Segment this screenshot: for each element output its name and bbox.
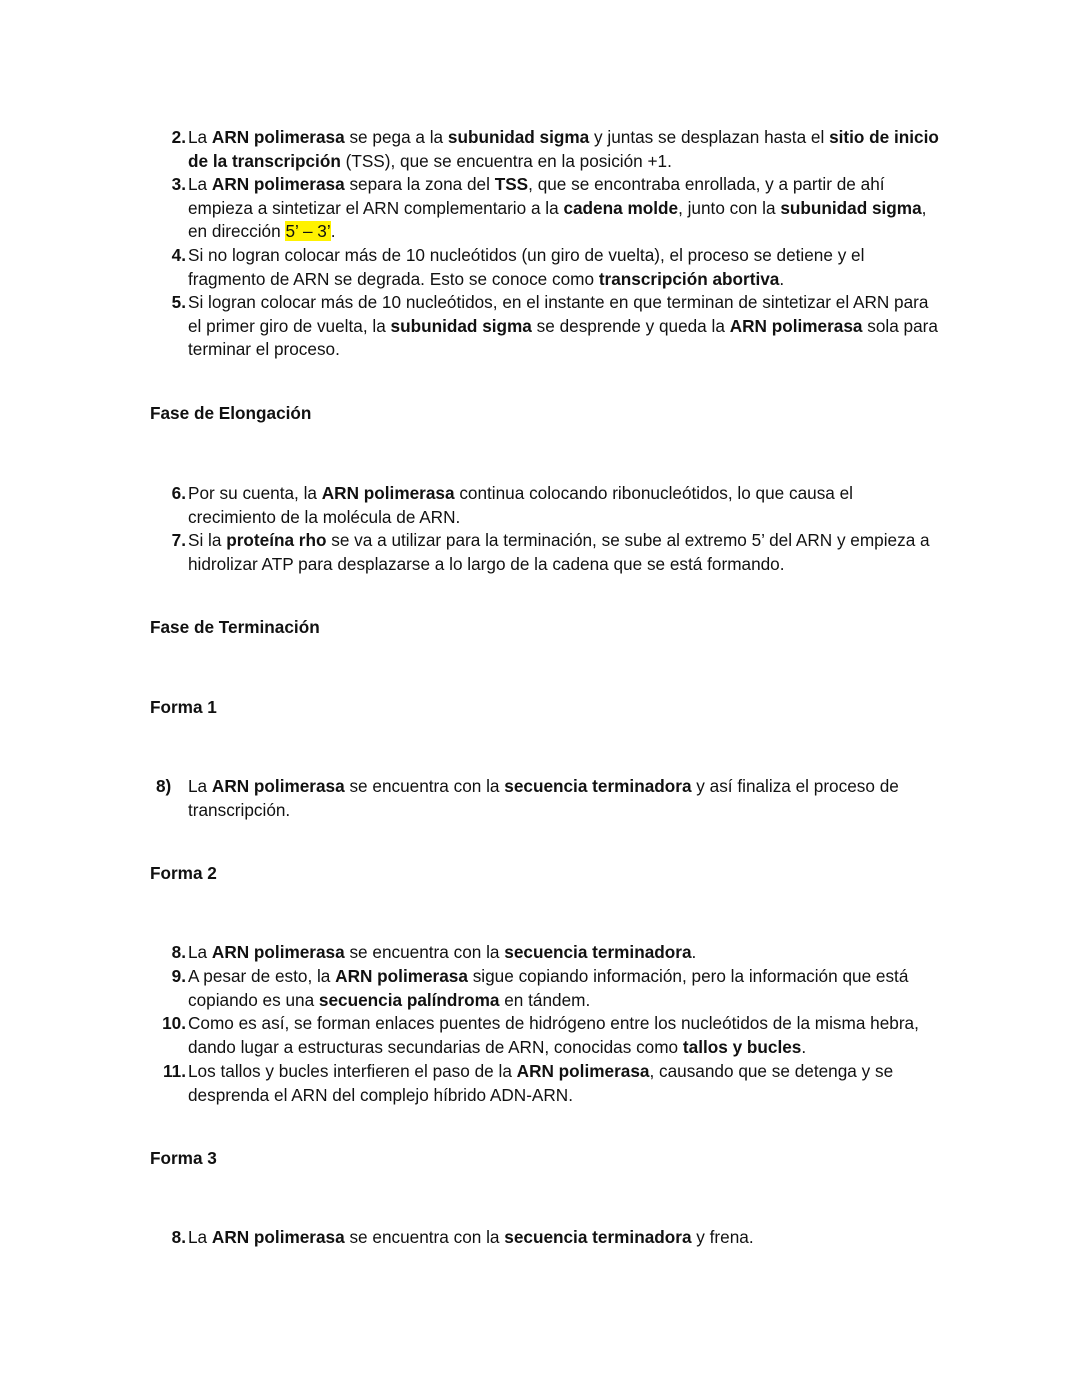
section-heading-elongacion: Fase de Elongación: [150, 403, 312, 423]
bold-term: sitio de inicio de la transcripción: [188, 127, 939, 171]
list-item-text: [188, 1012, 940, 1059]
bold-term: ARN polimerasa: [211, 942, 345, 962]
bold-term: cadena molde: [563, 197, 679, 218]
text-run: y juntas se desplazan hasta el: [589, 127, 830, 147]
list-number: 3.: [171, 174, 186, 194]
bold-term: proteína rho: [226, 530, 327, 550]
list-number: 8): [156, 776, 172, 796]
bold-term: ARN polimerasa: [729, 315, 863, 336]
list-item-text: [188, 482, 940, 529]
list-number: 10.: [162, 1013, 186, 1033]
bold-term: secuencia terminadora: [504, 942, 692, 962]
bold-term: subunidad sigma: [780, 197, 922, 218]
subheading-forma-3: Forma 3: [150, 1148, 217, 1168]
bold-term: secuencia terminadora: [504, 776, 692, 796]
text-run: se pega a la: [344, 127, 448, 147]
text-run: y frena.: [691, 1227, 754, 1247]
list-number: 9.: [171, 966, 186, 986]
text-run: se va a utilizar para la terminación, se sube al extremo 5’ del ARN y empieza a hidrolizar ATP para desplazarse a lo largo de la cadena que se está formando.: [188, 530, 930, 574]
text-run: Como es así, se forman enlaces puentes de hidrógeno entre los nucleótidos de la misma hebra, dando lugar a estructuras secundarias de ARN, conocidas como: [188, 1013, 919, 1057]
bold-term: ARN polimerasa: [335, 966, 468, 986]
bold-term: secuencia terminadora: [504, 1227, 692, 1247]
text-run: .: [779, 268, 785, 289]
bold-term: subunidad sigma: [390, 315, 532, 336]
subheading-forma-1: Forma 1: [150, 697, 217, 717]
bold-term: transcripción abortiva: [598, 268, 780, 289]
highlighted-text: 5’ – 3’: [285, 221, 331, 242]
list-number: 8.: [171, 942, 186, 962]
bold-term: TSS: [494, 174, 529, 194]
text-run: Si no logran colocar más de 10 nucleótidos (un giro de vuelta), el proceso se detiene y el fragmento de ARN se degrada. Esto se conoce como: [188, 245, 865, 289]
list-item-text: [188, 965, 940, 1012]
text-run: en tándem.: [499, 989, 591, 1010]
text-run: .: [330, 221, 336, 242]
text-run: sigue copiando información, pero la información que está copiando es una: [188, 966, 909, 1010]
text-run: se encuentra con la: [344, 776, 505, 796]
list-number: 5.: [171, 292, 186, 312]
text-run: se encuentra con la: [344, 1227, 505, 1247]
text-run: continua colocando ribonucleótidos, lo que causa el crecimiento de la molécula de ARN.: [188, 483, 853, 527]
list-item-text: [188, 941, 940, 965]
text-run: La: [188, 776, 212, 796]
list-number: 4.: [171, 245, 186, 265]
text-run: La: [188, 942, 212, 962]
list-number: 6.: [171, 483, 186, 503]
text-run: sola para terminar el proceso.: [188, 315, 938, 360]
list-number: 7.: [171, 530, 186, 550]
bold-term: secuencia palíndroma: [318, 989, 500, 1010]
list-item-text: [188, 291, 940, 362]
bold-term: subunidad sigma: [447, 127, 590, 147]
bold-term: ARN polimerasa: [211, 1227, 345, 1247]
text-run: , junto con la: [678, 197, 781, 218]
text-run: La: [188, 174, 212, 194]
text-run: La: [188, 1227, 212, 1247]
text-run: y así finaliza el proceso de transcripción.: [188, 776, 899, 820]
list-number: 8.: [171, 1227, 186, 1247]
text-run: Por su cuenta, la: [188, 483, 322, 503]
text-run: , en dirección: [188, 197, 927, 242]
list-item-text: [188, 1060, 940, 1107]
text-run: (TSS), que se encuentra en la posición +1.: [340, 150, 672, 171]
text-run: , causando que se detenga y se desprenda el ARN del complejo híbrido ADN-ARN.: [188, 1061, 894, 1105]
text-run: Los tallos y bucles interfieren el paso de la: [188, 1061, 517, 1081]
bold-term: ARN polimerasa: [211, 174, 345, 194]
list-item-text: [188, 126, 940, 173]
text-run: La: [188, 127, 212, 147]
text-run: .: [691, 942, 697, 962]
list-number: 11.: [163, 1061, 186, 1081]
list-item-text: [188, 1226, 940, 1250]
list-item-text: [188, 529, 940, 576]
subheading-forma-2: Forma 2: [150, 863, 217, 883]
text-run: Si la: [188, 530, 227, 550]
text-run: se encuentra con la: [344, 942, 505, 962]
list-item-text: [188, 244, 940, 291]
bold-term: ARN polimerasa: [211, 776, 345, 796]
list-item-text: [188, 173, 940, 244]
text-run: Si logran colocar más de 10 nucleótidos, en el instante en que terminan de sintetizar el ARN para el primer giro de vuelta, la: [188, 292, 929, 336]
bold-term: ARN polimerasa: [211, 127, 345, 147]
bold-term: ARN polimerasa: [516, 1061, 650, 1081]
section-heading-terminacion: Fase de Terminación: [150, 617, 320, 637]
bold-term: tallos y bucles: [682, 1036, 802, 1057]
bold-term: ARN polimerasa: [321, 483, 455, 503]
text-run: .: [801, 1036, 807, 1057]
list-item-text: [188, 775, 940, 822]
text-run: , que se encontraba enrollada, y a partir de ahí empieza a sintetizar el ARN complementario a la: [188, 174, 885, 218]
text-run: se desprende y queda la: [531, 315, 730, 336]
text-run: A pesar de esto, la: [188, 966, 336, 986]
text-run: separa la zona del: [344, 174, 495, 194]
list-number: 2.: [171, 127, 186, 147]
